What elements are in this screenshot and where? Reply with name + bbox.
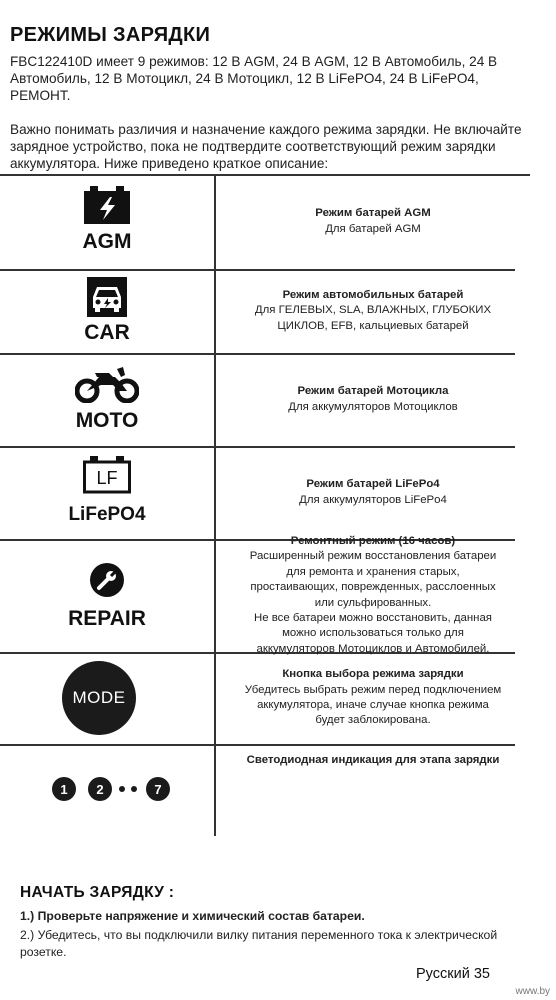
mode-title: Ремонтный режим (16 часов) [290, 534, 456, 547]
mode-desc: Расширенный режим восстановления батареи для ремонта и хранения старых, простаивающих, поврежденных, расслоенных или сульфированных. Не все батареи можно восстановить, данная можно использоваться только для аккумуляторов Мотоциклов и Автомобилей. [249, 550, 497, 655]
battery-lightning-icon [84, 186, 130, 224]
mode-description [216, 744, 530, 836]
mode-desc: Для батарей AGM [325, 222, 421, 235]
motorcycle-icon [75, 363, 139, 403]
table-row [0, 534, 530, 655]
dot [131, 786, 137, 792]
step-1: 1.) Проверьте напряжение и химический состав батареи. [20, 909, 365, 923]
mode-code-repair: REPAIR [68, 607, 146, 630]
mode-title: Режим батарей AGM [315, 207, 431, 220]
wrench-icon [90, 563, 124, 597]
table-row [0, 652, 530, 744]
page-footer: Русский 35 [416, 966, 490, 982]
mode-title: Кнопка выбора режима зарядки [282, 668, 464, 681]
mode-code-car: CAR [84, 321, 130, 344]
mode-code-agm: AGM [82, 230, 132, 253]
page-title: РЕЖИМЫ ЗАРЯДКИ [10, 24, 211, 46]
mode-icon-cell [0, 744, 214, 836]
table-row [0, 744, 530, 836]
watermark: www.by [515, 986, 550, 997]
led-2: 2 [88, 777, 112, 801]
mode-description [216, 174, 530, 269]
mode-code-moto: MOTO [75, 409, 139, 432]
mode-desc: Для ГЕЛЕВЫХ, SLA, ВЛАЖНЫХ, ГЛУБОКИХ ЦИКЛОВ, EFB, кальциевых батарей [254, 304, 492, 332]
intro-text: FBC122410D имеет 9 режимов: 12 В AGM, 24 В AGM, 12 В Автомобиль, 24 В Автомобиль, 12 В Мотоцикл, 24 В Мотоцикл, 12 В LiFePO4, 24 В LiFePO4, РЕМОНТ. [10, 54, 498, 103]
start-charging-heading: НАЧАТЬ ЗАРЯДКУ : [20, 884, 175, 901]
table-row [0, 174, 530, 269]
table-row [0, 269, 530, 353]
led-7: 7 [146, 777, 170, 801]
mode-desc: Для аккумуляторов Мотоциклов [288, 400, 458, 413]
mode-button-label: MODE [72, 688, 126, 707]
mode-title: Режим батарей Мотоцикла [297, 385, 449, 398]
mode-title: Светодиодная индикация для этапа зарядки [246, 754, 500, 766]
mode-desc: Для аккумуляторов LiFePo4 [299, 493, 447, 506]
mode-description [216, 534, 530, 655]
mode-title: Режим батарей LiFePo4 [306, 478, 440, 491]
table-row [0, 353, 530, 446]
lf-badge: LF [96, 468, 118, 488]
mode-button-icon [62, 661, 136, 735]
step-2: 2.) Убедитесь, что вы подключили вилку питания переменного тока к электрической розетке. [20, 928, 498, 959]
mode-icon-cell [0, 174, 214, 269]
dot [119, 786, 125, 792]
modes-table [0, 174, 530, 836]
mode-desc: Убедитесь выбрать режим перед подключением аккумулятора, иначе случае кнопка режима будет заблокирована. [244, 683, 502, 727]
mode-icon-cell [0, 539, 214, 652]
mode-description [216, 652, 530, 744]
mode-icon-cell [0, 652, 214, 744]
led-indicator-icon [52, 774, 172, 804]
table-row [0, 446, 530, 539]
mode-code-lifepo4: LiFePO4 [68, 504, 146, 525]
mode-title: Режим автомобильных батарей [282, 288, 464, 301]
lf-battery-icon [83, 456, 131, 494]
car-battery-icon [87, 277, 127, 317]
mode-description [216, 446, 530, 539]
mode-description [216, 269, 530, 353]
led-1: 1 [52, 777, 76, 801]
mode-description [216, 353, 530, 446]
note-text: Важно понимать различия и назначение каждого режима зарядки. Не включайте зарядное устройство, пока не подтвердите соответствующий режим зарядки аккумулятора. Ниже приведено краткое описание: [10, 122, 522, 171]
